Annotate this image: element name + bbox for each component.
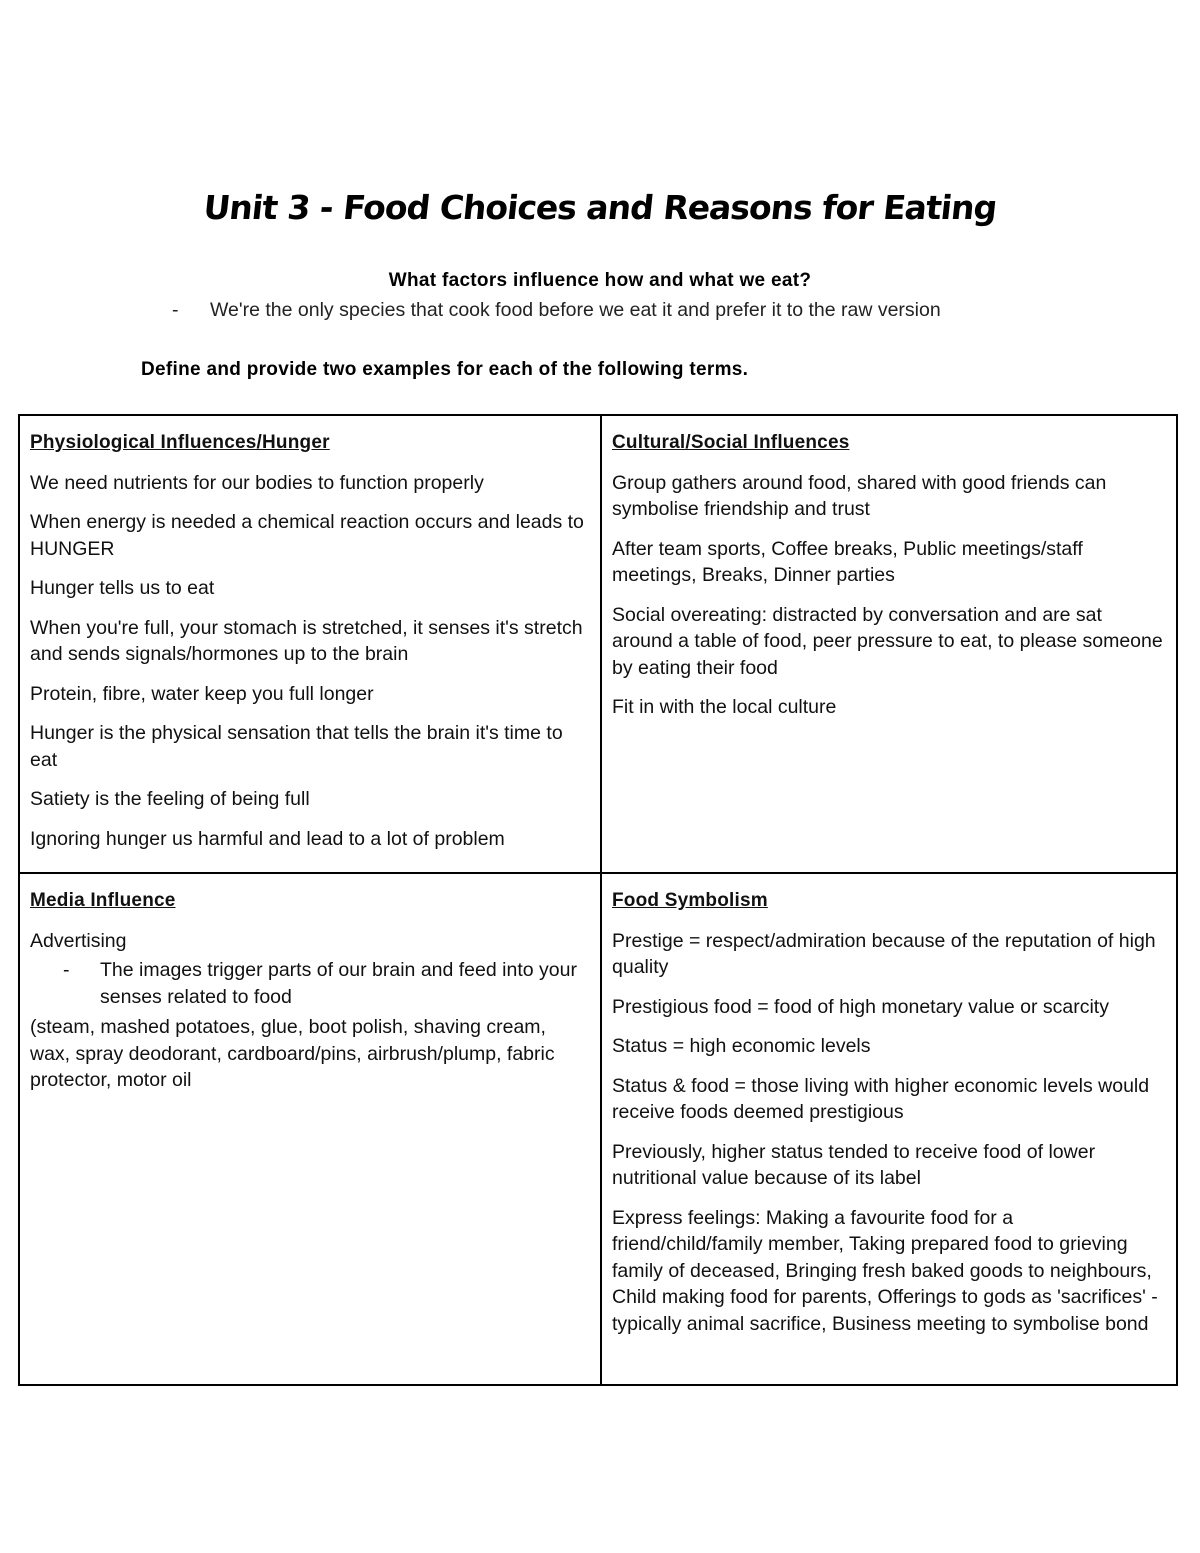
cell-paragraph: We need nutrients for our bodies to function properly: [30, 471, 484, 494]
cell-food-symbolism: [602, 874, 1176, 1384]
cell-paragraph: Hunger tells us to eat: [30, 577, 215, 599]
cell-paragraph: Group gathers around food, shared with good friends can symbolise friendship and trust: [612, 471, 1107, 520]
cell-heading: Physiological Influences/Hunger: [30, 432, 330, 453]
instruction-text: Define and provide two examples for each of the following terms.: [141, 359, 749, 380]
cell-paragraph: Previously, higher status tended to receive food of lower nutritional value because of its label: [612, 1140, 1096, 1189]
cell-paragraph: When you're full, your stomach is stretched, it senses it's stretch and sends signals/hormones up to the brain: [30, 616, 583, 665]
list-item-text: The images trigger parts of our brain and feed into your senses related to food: [100, 959, 577, 1008]
advertising-sub-list: [30, 957, 590, 1010]
bullet-dash: -: [172, 299, 179, 321]
cell-paragraph: Express feelings: Making a favourite food for a friend/child/family member, Taking prepared food to grieving family of deceased, Bringing fresh baked goods to neighbours, Child making food for parents, Offerings to gods as 'sacrifices' - typically animal sacrifice, Business meeting to symbolise bond: [612, 1206, 1158, 1335]
cell-paragraph: Prestige = respect/admiration because of the reputation of high quality: [612, 929, 1156, 978]
cell-paragraph: (steam, mashed potatoes, glue, boot polish, shaving cream, wax, spray deodorant, cardboard/pins, airbrush/plump, fabric protector, motor oil: [30, 1016, 555, 1091]
cell-paragraph: Status & food = those living with higher economic levels would receive foods deemed prestigious: [612, 1074, 1150, 1123]
cell-paragraph: Protein, fibre, water keep you full longer: [30, 682, 374, 705]
cell-physiological-influences: [20, 416, 602, 874]
cell-media-influence: [20, 874, 602, 1384]
cell-paragraph: Ignoring hunger us harmful and lead to a lot of problem: [30, 827, 505, 850]
cell-paragraph: Fit in with the local culture: [612, 696, 837, 718]
cell-heading: Food Symbolism: [612, 890, 768, 911]
cell-cultural-social-influences: [602, 416, 1176, 874]
intro-bullet: [172, 299, 941, 322]
cell-paragraph: Social overeating: distracted by conversation and are sat around a table of food, peer pressure to eat, to please someone by eating their food: [612, 603, 1163, 679]
cell-paragraph: When energy is needed a chemical reaction occurs and leads to HUNGER: [30, 511, 584, 560]
document-title: Unit 3 - Food Choices and Reasons for Eating: [201, 188, 999, 227]
cell-paragraph: Advertising: [30, 929, 127, 952]
list-item: [30, 957, 590, 1010]
terms-table: [18, 414, 1178, 1386]
cell-paragraph: Status = high economic levels: [612, 1035, 871, 1057]
intro-bullet-text: We're the only species that cook food before we eat it and prefer it to the raw version: [210, 299, 941, 321]
cell-heading: Cultural/Social Influences: [612, 432, 850, 453]
cell-paragraph: Satiety is the feeling of being full: [30, 788, 310, 810]
cell-heading: Media Influence: [30, 890, 176, 911]
guiding-question: What factors influence how and what we eat?: [388, 270, 812, 291]
cell-paragraph: Prestigious food = food of high monetary value or scarcity: [612, 995, 1109, 1018]
cell-paragraph: Hunger is the physical sensation that tells the brain it's time to eat: [30, 722, 563, 771]
cell-paragraph: After team sports, Coffee breaks, Public meetings/staff meetings, Breaks, Dinner parties: [612, 537, 1083, 586]
bullet-dash: -: [63, 959, 70, 981]
